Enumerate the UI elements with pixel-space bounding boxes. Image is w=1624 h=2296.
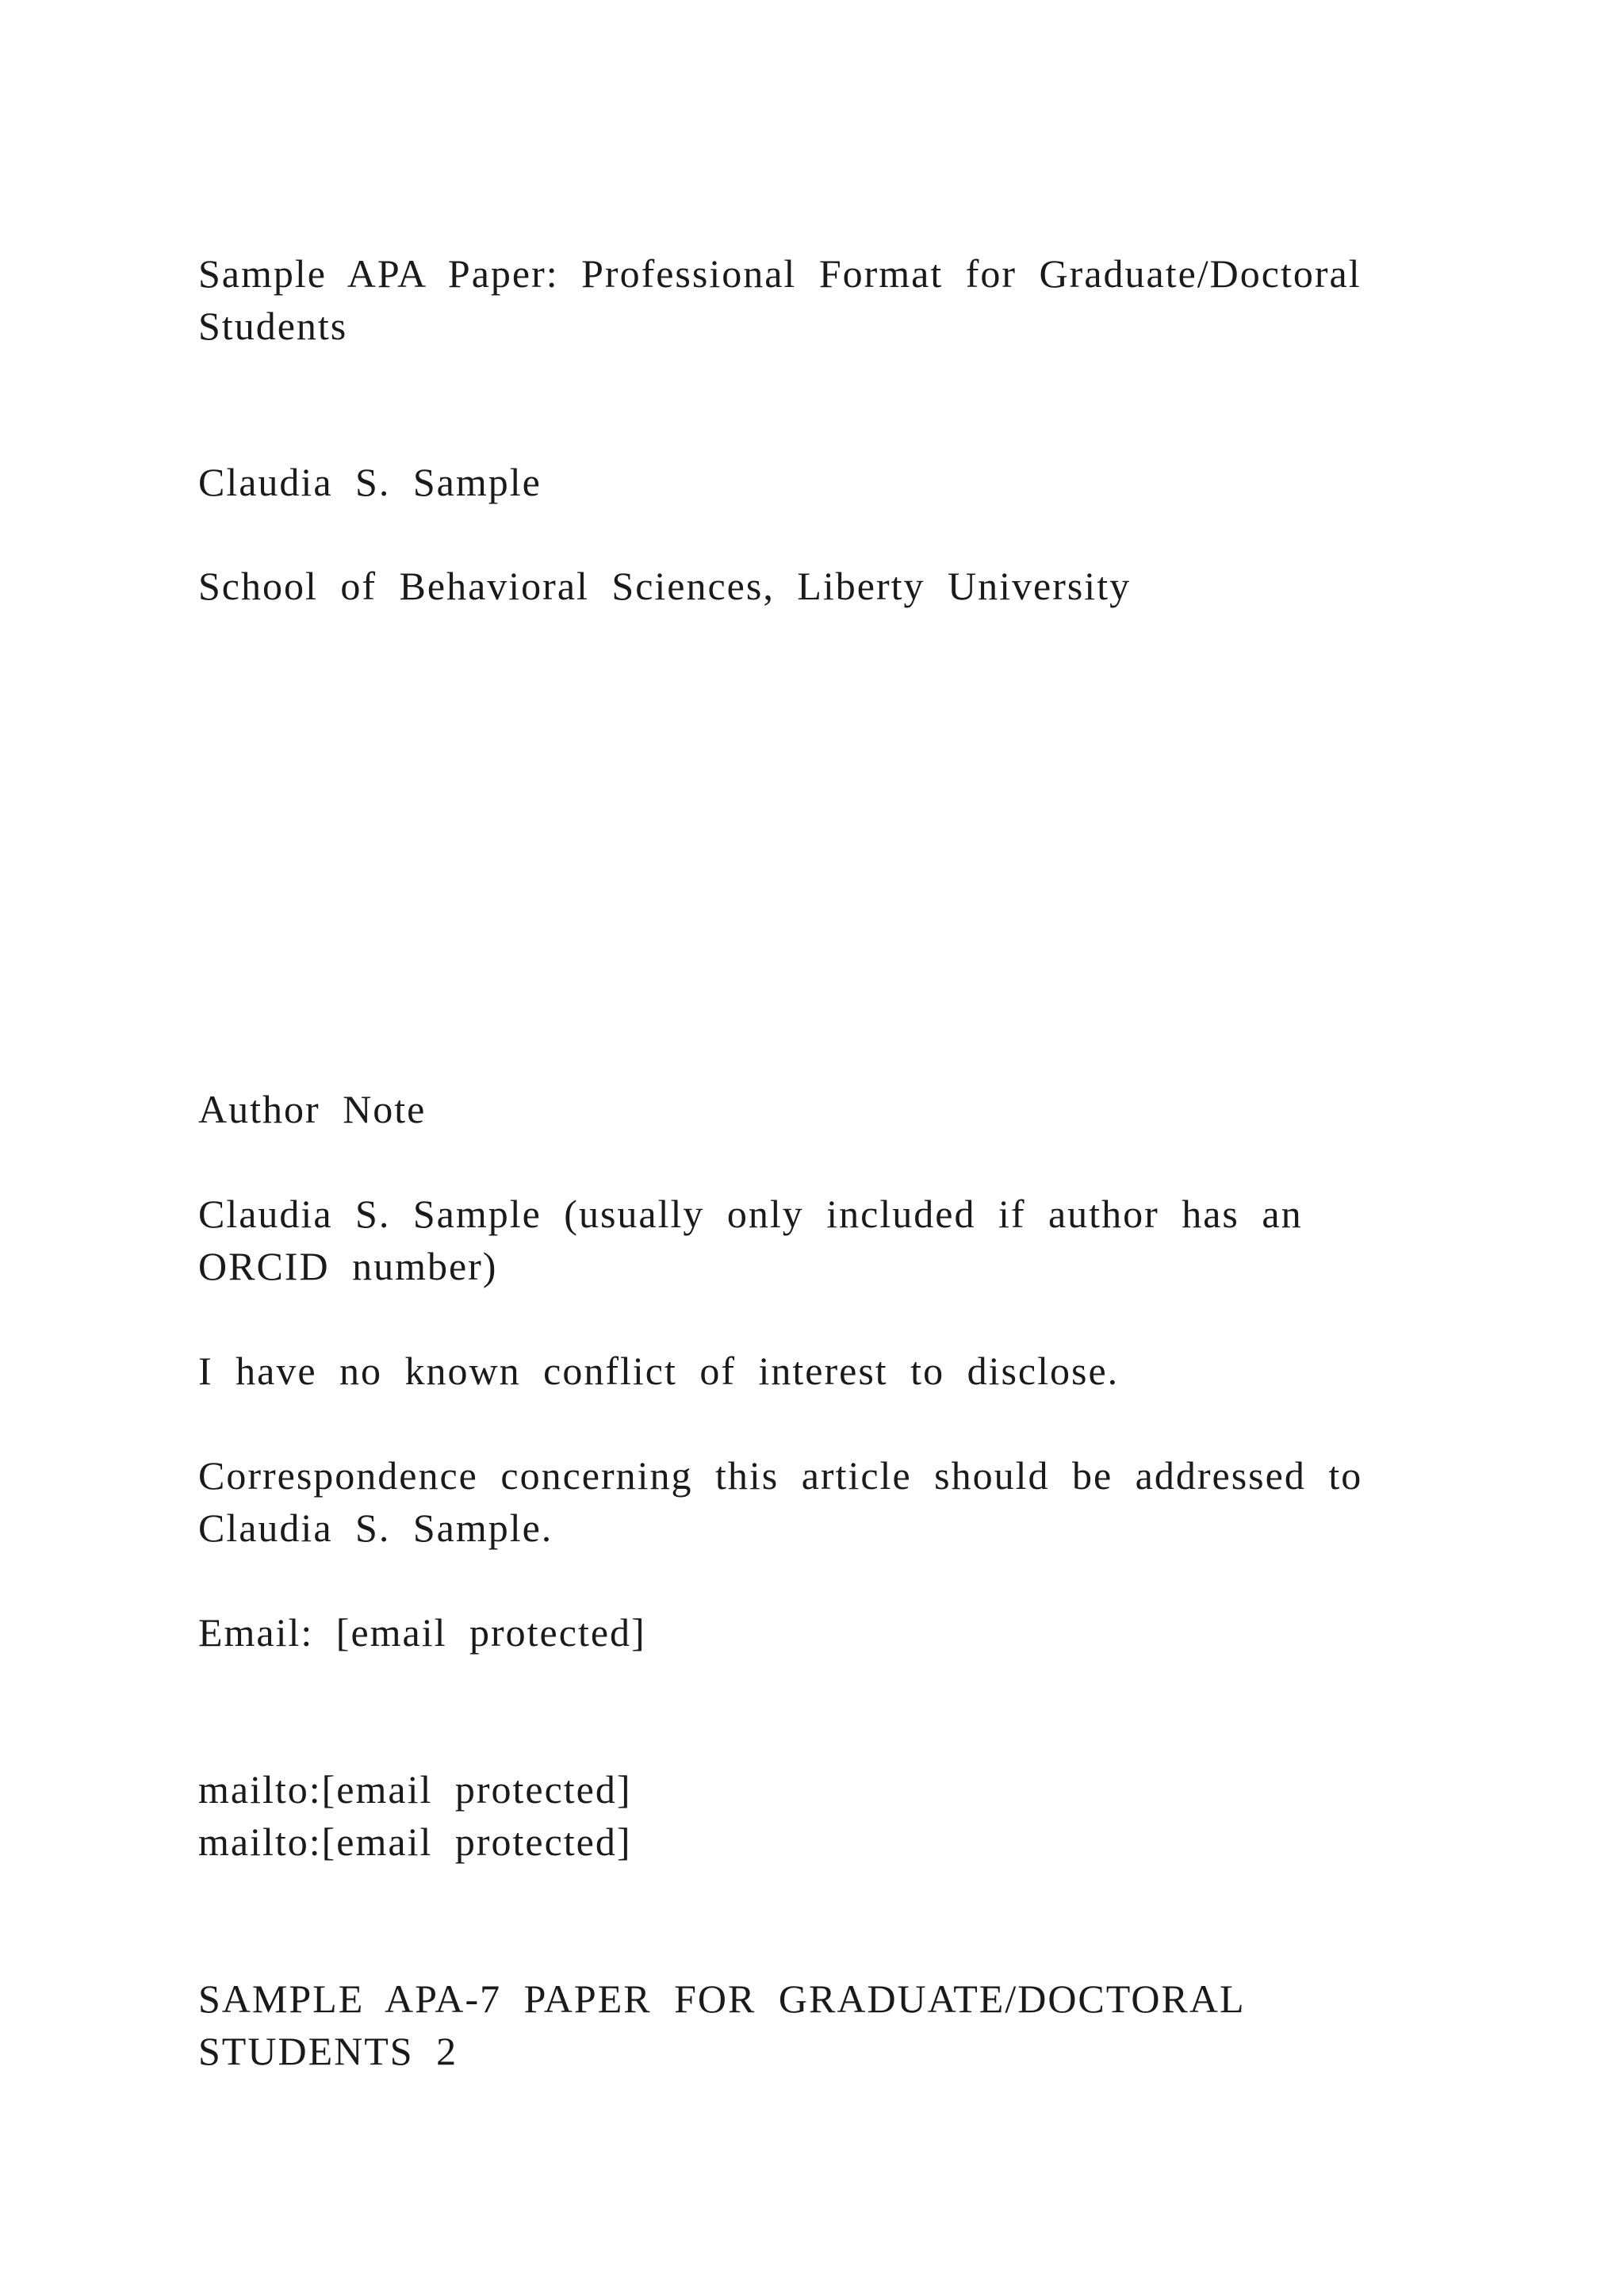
author-note-heading-text: Author Note — [198, 1087, 427, 1131]
email-line-text: Email: [email protected] — [198, 1610, 646, 1655]
orcid-note-line-1: Claudia S. Sample (usually only included if author has an — [198, 1192, 1303, 1236]
conflict-statement-text: I have no known conflict of interest to disclose. — [198, 1349, 1120, 1393]
running-head-line-2: STUDENTS 2 — [198, 2029, 458, 2073]
paper-title-line-1: Sample APA Paper: Professional Format for Graduate/Doctoral — [198, 251, 1362, 296]
affiliation-text: School of Behavioral Sciences, Liberty University — [198, 564, 1132, 608]
running-head — [198, 1973, 1435, 2077]
correspondence-note — [198, 1449, 1435, 1554]
affiliation — [198, 560, 1435, 612]
mailto-link-2[interactable]: mailto:[email protected] — [198, 1820, 632, 1864]
correspondence-line-1: Correspondence concerning this article should be addressed to — [198, 1453, 1363, 1498]
author-name — [198, 456, 1435, 508]
orcid-note-line-2: ORCID number) — [198, 1244, 498, 1288]
paper-title-line-2: Students — [198, 304, 348, 348]
correspondence-line-2: Claudia S. Sample. — [198, 1506, 553, 1550]
email-line — [198, 1606, 1435, 1659]
paper-title — [198, 247, 1435, 352]
conflict-statement — [198, 1345, 1435, 1397]
mailto-link-1[interactable]: mailto:[email protected] — [198, 1767, 632, 1812]
author-name-text: Claudia S. Sample — [198, 460, 542, 504]
author-note-heading — [198, 1083, 1435, 1135]
running-head-line-1: SAMPLE APA-7 PAPER FOR GRADUATE/DOCTORAL — [198, 1976, 1246, 2021]
mailto-block — [198, 1763, 1435, 1868]
orcid-note — [198, 1188, 1435, 1292]
